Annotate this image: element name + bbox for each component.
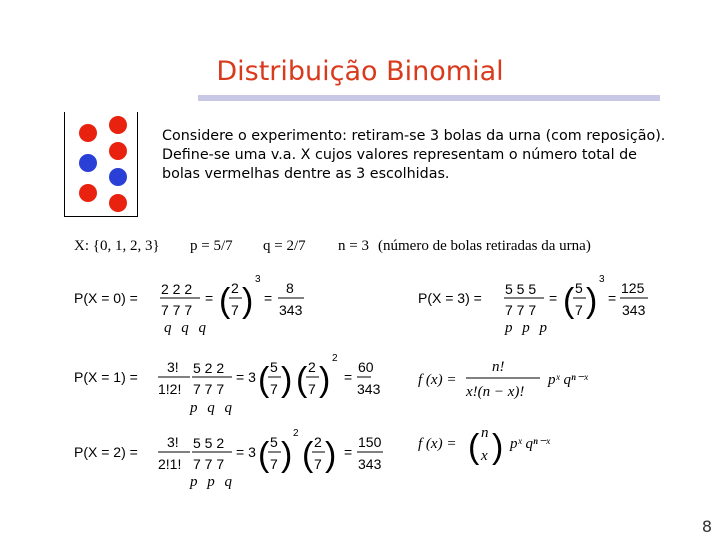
equation-px0 [74,274,304,324]
eq0-exp: 3 [255,274,261,285]
eq0-base-den: 7 [231,302,239,318]
pmf2-tail: pˣ qⁿ⁻ˣ [510,436,550,452]
eq3-res-den: 343 [622,302,646,318]
eq0-res-den: 343 [279,302,303,318]
red-ball [79,184,97,202]
equation-px3 [418,274,648,324]
eq2-num: 5 5 2 [193,435,225,451]
intro-line-1: Considere o experimento: retiram-se 3 bolas da urna (com reposição). [162,128,666,144]
left-paren: ( [302,436,314,474]
eq3-res-num: 125 [621,280,645,296]
pmf2-lhs: f (x) = [418,436,457,452]
pmf-formula-binomial [418,420,568,470]
urn-diagram [64,112,138,217]
eq3-den: 7 7 7 [505,302,537,318]
pmf2-binom-bottom: x [481,448,488,464]
eq3-equals2: = [608,290,617,306]
eq2-den: 7 7 7 [193,456,225,472]
intro-line-3: bolas vermelhas dentre as 3 escolhidas. [162,166,450,182]
pmf2-binom-top: n [481,425,489,441]
red-ball [109,142,127,160]
intro-line-2: Define-se uma v.a. X cujos valores representam o número total de [162,147,637,163]
param-n: n = 3 [338,238,369,254]
eq0-res-num: 8 [286,280,294,296]
eq2-res-num: 150 [358,434,382,450]
pmf1-tail: pˣ qⁿ⁻ˣ [548,372,588,388]
pmf-formula-factorial [418,356,598,406]
slide-title: Distribuição Binomial [216,56,504,87]
eq3-base-num: 5 [575,280,583,296]
left-paren: ( [258,361,270,399]
eq2-exp: 2 [293,428,299,439]
right-paren: ) [492,428,504,466]
eq3-exp: 3 [599,274,605,285]
pmf1-den: x!(n − x)! [466,384,525,400]
red-ball [109,194,127,212]
eq1-b1-den: 7 [270,381,278,397]
right-paren: ) [281,436,293,474]
pmf1-num: n! [492,359,505,375]
eq2-b2-num: 2 [314,434,322,450]
eq2-b1-num: 5 [270,434,278,450]
right-paren: ) [242,282,254,320]
eq1-fact-den: 1!2! [158,381,182,397]
label-ppp: p p p [505,320,550,336]
eq1-exp: 2 [332,353,338,364]
eq0-equals: = [205,290,214,306]
label-qqq: q q q [164,320,209,336]
blue-ball [109,168,127,186]
pmf1-lhs: f (x) = [418,372,457,388]
eq2-equals2: = [344,444,353,460]
eq0-den: 7 7 7 [161,302,193,318]
eq1-den: 7 7 7 [193,381,225,397]
red-ball [109,116,127,134]
left-paren: ( [468,428,480,466]
eq0-base-num: 2 [231,280,239,296]
experiment-description [162,127,702,184]
eq2-b1-den: 7 [270,456,278,472]
eq1-fact-num: 3! [167,359,179,375]
eq2-res-den: 343 [358,456,382,472]
red-ball [79,124,97,142]
eq1-num: 5 2 2 [193,360,225,376]
equation-px2 [74,428,382,478]
eq1-equals: = 3 [236,369,256,385]
eq0-num: 2 2 2 [161,281,193,297]
label-ppq: p p q [190,474,235,490]
eq3-equals: = [549,290,558,306]
left-paren: ( [563,282,575,320]
left-paren: ( [258,436,270,474]
title-underline [198,95,660,101]
eq2-equals: = 3 [236,444,256,460]
page-number: 8 [701,517,712,536]
param-q: q = 2/7 [263,238,306,254]
eq2-b2-den: 7 [314,456,322,472]
equation-px1 [74,353,381,403]
eq1-equals2-visible: = [344,369,353,385]
eq1-res-den: 343 [357,381,381,397]
eq3-lhs: P(X = 3) = [418,290,482,306]
right-paren: ) [325,436,337,474]
eq2-fact-num: 3! [167,434,179,450]
eq1-lhs: P(X = 1) = [74,369,138,385]
param-p: p = 5/7 [190,238,233,254]
blue-ball [79,154,97,172]
support-set: X: {0, 1, 2, 3} [74,238,160,254]
eq1-b1-num: 5 [270,359,278,375]
eq1-res-num: 60 [358,359,374,375]
eq3-num: 5 5 5 [505,281,537,297]
left-paren: ( [296,361,308,399]
left-paren: ( [219,282,231,320]
right-paren: ) [281,361,293,399]
right-paren: ) [586,282,598,320]
eq2-lhs: P(X = 2) = [74,444,138,460]
label-pqq: p q q [190,400,235,416]
eq1-b2-den: 7 [308,381,316,397]
eq2-fact-den: 2!1! [158,456,182,472]
param-n-note: (número de bolas retiradas da urna) [378,238,591,254]
eq0-equals2: = [264,290,273,306]
right-paren: ) [319,361,331,399]
eq3-base-den: 7 [575,302,583,318]
eq1-b2-num: 2 [308,359,316,375]
eq0-lhs: P(X = 0) = [74,290,138,306]
